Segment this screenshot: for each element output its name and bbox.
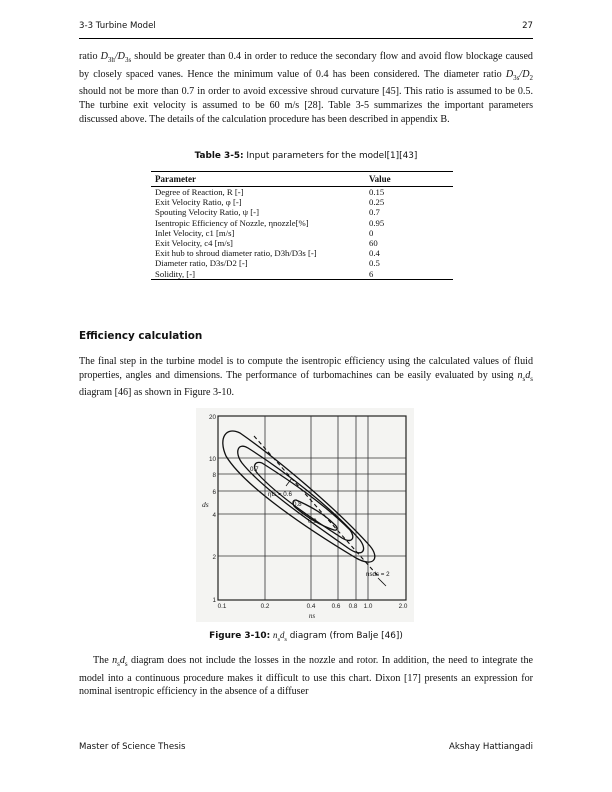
nsds-line-label: nsds = 2 [366, 571, 390, 578]
parameter-cell: Solidity, [-] [155, 268, 195, 279]
y-tick: 20 [208, 414, 216, 421]
section-heading: Efficiency calculation [79, 330, 203, 342]
text-run: The [93, 655, 113, 666]
table-row [151, 258, 453, 268]
footer-left: Master of Science Thesis [79, 742, 186, 752]
math: d [525, 369, 531, 381]
math-sub: 2 [529, 73, 533, 82]
value-cell: 0.25 [369, 197, 385, 208]
table-row [151, 207, 453, 217]
x-tick: 0.8 [348, 603, 358, 610]
table-caption [79, 151, 533, 161]
x-tick: 0.2 [260, 603, 270, 610]
parameter-cell: Spouting Velocity Ratio, ψ [-] [155, 207, 259, 218]
column-header-parameter: Parameter [155, 174, 196, 184]
parameter-cell: Exit hub to shroud diameter ratio, D3h/D3s [-] [155, 248, 317, 259]
math-sub: s [522, 374, 526, 383]
table-body [151, 187, 453, 280]
parameter-cell: Exit Velocity Ratio, φ [-] [155, 197, 242, 208]
x-tick: 0.6 [331, 603, 341, 610]
table-row [151, 218, 453, 228]
intro-paragraph [79, 50, 533, 127]
text-run: diagram does not include the losses in the nozzle and rotor. In addition, the need to integrate the model into a continuous procedure makes it difficult to use this chart. Dixon [17] presents an expression for nominal isentropic efficiency in the absence of a diffuser [79, 655, 533, 698]
parameter-cell: Degree of Reaction, R [-] [155, 187, 244, 197]
running-footer [79, 742, 533, 752]
value-cell: 0.4 [369, 248, 380, 259]
math-sub: 3s [513, 73, 520, 82]
parameter-cell: Isentropic Efficiency of Nozzle, ηnozzle[%] [155, 217, 309, 228]
y-tick: 6 [212, 489, 216, 496]
parameters-table [151, 171, 453, 280]
math: /D [519, 68, 530, 80]
math-sub: 3s [124, 56, 132, 65]
math-sub: s [124, 660, 128, 669]
text-run: should be greater than 0.4 in order to reduce the secondary flow and avoid flow blockage caused by closely spaced vanes. Hence the minimum value of 0.4 has been considered. The diameter ratio [79, 51, 533, 80]
math: D [100, 51, 108, 62]
value-cell: 0.7 [369, 207, 380, 218]
value-cell: 0.5 [369, 258, 380, 269]
text-run: should not be more than 0.7 in order to avoid excessive shroud curvature [45]. This ratio is assumed to be 0.5. The turbine exit velocity is assumed to be 60 m/s [28]. Table 3-5 summarizes the important parameters discussed above. The details of the calculation procedure has been described in appendix B. [79, 86, 533, 125]
y-tick: 10 [208, 456, 216, 463]
table-row [151, 187, 453, 198]
value-cell: 0 [369, 227, 374, 238]
value-cell: 6 [369, 268, 374, 279]
caption-label: Figure 3-10: [209, 631, 271, 641]
value-cell: 0.95 [369, 217, 385, 228]
math-sub: 3h [107, 56, 115, 65]
math-sub: s [117, 660, 120, 669]
page-number: 27 [522, 21, 533, 31]
parameter-cell: Diameter ratio, D3s/D2 [-] [155, 258, 248, 269]
parameter-cell: Inlet Velocity, c1 [m/s] [155, 227, 235, 238]
x-tick: 0.4 [306, 603, 316, 610]
math-sub: s [530, 374, 533, 383]
parameter-cell: Exit Velocity, c4 [m/s] [155, 238, 233, 249]
value-cell: 0.15 [369, 187, 385, 197]
y-tick: 2 [212, 554, 216, 561]
final-paragraph [79, 654, 533, 699]
text-run: diagram [46] as shown in Figure 3-10. [79, 387, 235, 399]
caption-label: Table 3-5: [194, 151, 244, 161]
math: n [517, 369, 523, 381]
math: d [279, 630, 285, 640]
contour-label: 0.8 [293, 501, 302, 508]
section-title: 3-3 Turbine Model [79, 21, 156, 31]
text-run: ratio [79, 51, 101, 62]
y-tick: 1 [212, 597, 216, 604]
math-sub: s [277, 635, 280, 643]
contour-label: 0.7 [250, 466, 259, 473]
value-cell: 60 [369, 238, 378, 249]
math: n [112, 655, 118, 666]
math: D [505, 68, 514, 80]
y-tick: 8 [212, 472, 216, 479]
math: /D [114, 51, 125, 62]
nsds-diagram [196, 408, 414, 622]
contour-label: 0.9 [308, 518, 317, 525]
contour-label: ηts = 0.6 [268, 491, 292, 498]
x-axis-label: ns [308, 612, 316, 620]
figure-caption [79, 630, 533, 643]
table-row [151, 228, 453, 238]
table-row [151, 238, 453, 248]
table-header-row [151, 172, 453, 187]
x-tick: 0.1 [217, 603, 227, 610]
text-run: The final step in the turbine model is to compute the isentropic efficiency using the calculated values of fluid properties, angles and dimensions. The performance of turbomachines can be easily evaluated by using [79, 356, 533, 381]
x-tick: 2.0 [398, 603, 408, 610]
table-row [151, 197, 453, 207]
caption-text: diagram (from Balje [46]) [286, 631, 403, 641]
efficiency-paragraph [79, 355, 533, 400]
running-header [79, 21, 533, 39]
y-tick: 4 [212, 512, 216, 519]
math-sub: s [284, 635, 287, 643]
table-row [151, 269, 453, 280]
caption-text: Input parameters for the model[1][43] [243, 151, 418, 161]
footer-right: Akshay Hattiangadi [449, 742, 533, 752]
math: n [273, 630, 278, 640]
math: d [119, 655, 125, 666]
x-tick: 1.0 [363, 603, 373, 610]
column-header-value: Value [369, 174, 391, 184]
table-row [151, 248, 453, 258]
y-axis-label: ds [202, 500, 209, 509]
